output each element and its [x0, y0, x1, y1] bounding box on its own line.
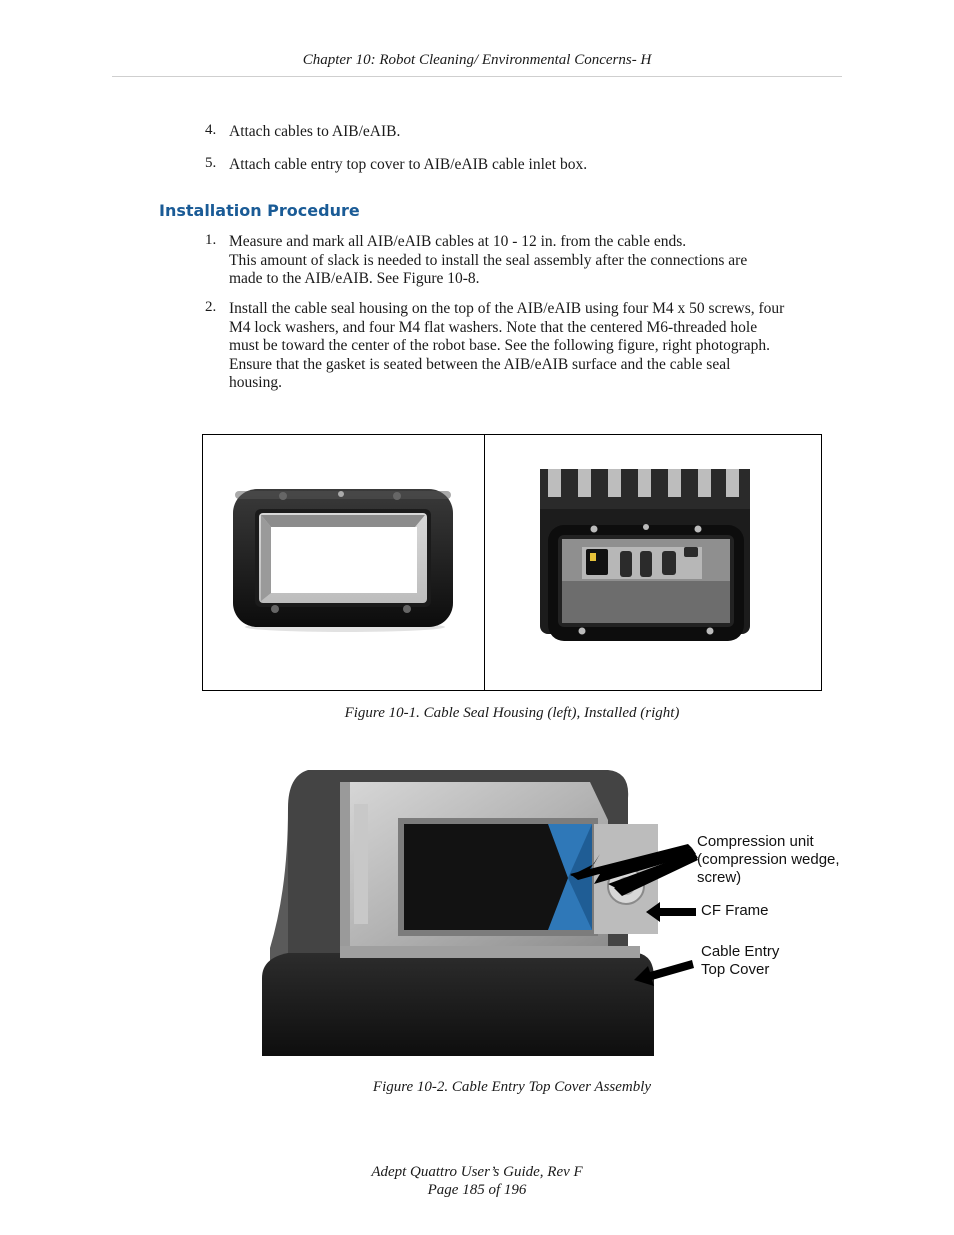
header-rule [112, 76, 842, 77]
callout-cable-entry-line-1: Cable Entry [701, 943, 780, 960]
step-1-line-1: Measure and mark all AIB/eAIB cables at 10 - 12 in. from the cable ends. [229, 233, 687, 250]
section-heading: Installation Procedure [159, 201, 360, 220]
step-5-text: Attach cable entry top cover to AIB/eAIB cable inlet box. [229, 156, 588, 173]
step-4-number: 4. [205, 122, 217, 138]
install-step-2-text [229, 300, 784, 393]
callout-cf-frame: CF Frame [701, 902, 769, 919]
callout-compression-unit [697, 833, 840, 887]
callout-cable-entry-top-cover [701, 943, 779, 979]
step-2-line-1: Install the cable seal housing on the top of the AIB/eAIB using four M4 x 50 screws, four [229, 300, 785, 317]
table-divider [484, 435, 485, 690]
step-2-line-5: housing. [229, 374, 282, 392]
step-2-line-3: must be toward the center of the robot base. See the following figure, right photograph. [229, 337, 771, 355]
figure-2-caption: Figure 10-2. Cable Entry Top Cover Assembly [372, 1079, 652, 1095]
step-5-number: 5. [205, 155, 217, 171]
callout-compression-line-1: Compression unit [697, 833, 814, 850]
step-1-line-3: made to the AIB/eAIB. See Figure 10-8. [229, 270, 480, 288]
cable-seal-housing-photo [231, 487, 455, 632]
callout-compression-line-3: screw) [697, 869, 742, 886]
step-1-line-2: This amount of slack is needed to install the seal assembly after the connections are [229, 251, 748, 269]
callout-arrows [560, 830, 700, 990]
step-2-line-4: Ensure that the gasket is seated between the AIB/eAIB surface and the cable seal [229, 355, 731, 373]
callout-cable-entry-line-2: Top Cover [701, 961, 770, 978]
callout-compression-line-2: (compression wedge, [697, 851, 840, 868]
running-header: Chapter 10: Robot Cleaning/ Environmental Concerns- H [302, 52, 652, 68]
installed-housing-photo [528, 469, 763, 644]
install-step-1-text [229, 233, 747, 289]
figure-1-table [202, 434, 822, 691]
figure-1-caption: Figure 10-1. Cable Seal Housing (left), Installed (right) [344, 705, 680, 721]
step-4-text: Attach cables to AIB/eAIB. [229, 123, 401, 140]
install-step-2-number: 2. [205, 299, 217, 315]
footer-guide-title: Adept Quattro User’s Guide, Rev F [371, 1164, 583, 1180]
footer-page-number: Page 185 of 196 [427, 1182, 527, 1198]
step-2-line-2: M4 lock washers, and four M4 flat washers. Note that the centered M6-threaded hole [229, 318, 758, 336]
install-step-1-number: 1. [205, 232, 217, 248]
